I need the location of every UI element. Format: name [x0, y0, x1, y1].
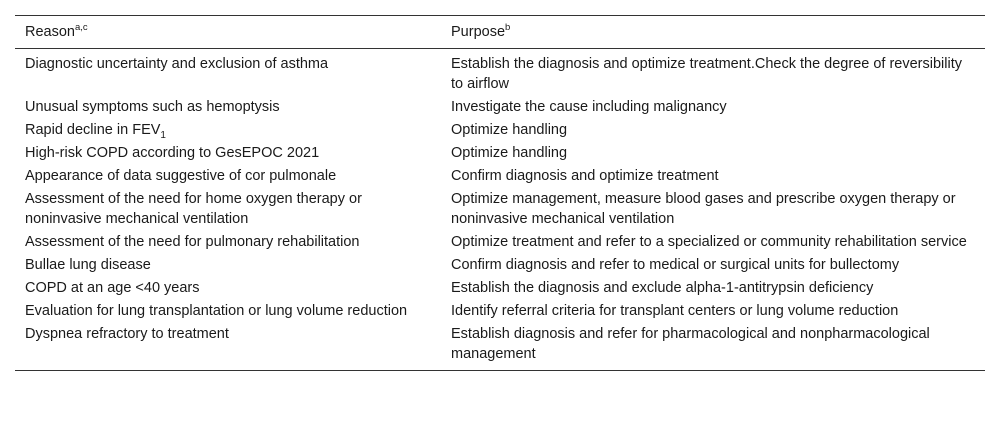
purpose-cell: Optimize management, measure blood gases and prescribe oxygen therapy or noninvasive mechanical ventilation — [451, 191, 956, 227]
header-purpose — [441, 16, 985, 49]
purpose-cell: Establish diagnosis and refer for pharmacological and nonpharmacological management — [451, 326, 930, 362]
table-row — [15, 299, 985, 322]
header-reason — [15, 16, 441, 49]
purpose-cell: Identify referral criteria for transplant centers or lung volume reduction — [451, 303, 899, 319]
table-row — [15, 95, 985, 118]
header-purpose-label: Purpose — [451, 24, 506, 40]
reason-cell — [15, 118, 441, 141]
reason-subscript: 1 — [160, 130, 166, 141]
reason-cell: Unusual symptoms such as hemoptysis — [25, 99, 280, 115]
reason-cell: Evaluation for lung transplantation or lung volume reduction — [25, 303, 408, 319]
table-header — [15, 16, 985, 49]
purpose-cell: Optimize handling — [451, 145, 568, 161]
reason-cell: Diagnostic uncertainty and exclusion of asthma — [25, 56, 329, 72]
table-row — [15, 276, 985, 299]
reason-cell: Dyspnea refractory to treatment — [25, 326, 229, 342]
reason-cell: Assessment of the need for home oxygen therapy or noninvasive mechanical ventilation — [25, 191, 362, 227]
header-purpose-footnote: b — [505, 22, 511, 33]
table-row — [15, 164, 985, 187]
referral-table-container — [15, 15, 985, 371]
table-body — [15, 49, 985, 371]
table-row — [15, 49, 985, 96]
purpose-cell: Establish the diagnosis and optimize treatment.Check the degree of reversibility to airflow — [451, 56, 962, 92]
table-row — [15, 141, 985, 164]
reason-cell: High-risk COPD according to GesEPOC 2021 — [25, 145, 320, 161]
purpose-cell: Optimize treatment and refer to a specialized or community rehabilitation service — [451, 234, 967, 250]
table-row — [15, 187, 985, 230]
purpose-cell: Investigate the cause including malignancy — [451, 99, 727, 115]
header-reason-label: Reason — [25, 24, 75, 40]
purpose-cell: Establish the diagnosis and exclude alpha-1-antitrypsin deficiency — [451, 280, 874, 296]
reason-cell: Assessment of the need for pulmonary rehabilitation — [25, 234, 360, 250]
referral-table — [15, 15, 985, 371]
table-row — [15, 230, 985, 253]
reason-cell: Bullae lung disease — [25, 257, 151, 273]
reason-text: Rapid decline in FEV — [25, 122, 161, 138]
reason-cell: Appearance of data suggestive of cor pulmonale — [25, 168, 337, 184]
reason-cell: COPD at an age <40 years — [25, 280, 200, 296]
table-row — [15, 322, 985, 371]
header-row — [15, 16, 985, 49]
table-row — [15, 118, 985, 141]
table-row — [15, 253, 985, 276]
purpose-cell: Confirm diagnosis and refer to medical or surgical units for bullectomy — [451, 257, 900, 273]
header-reason-footnote: a,c — [74, 22, 88, 33]
purpose-cell: Optimize handling — [451, 122, 568, 138]
purpose-cell: Confirm diagnosis and optimize treatment — [451, 168, 719, 184]
